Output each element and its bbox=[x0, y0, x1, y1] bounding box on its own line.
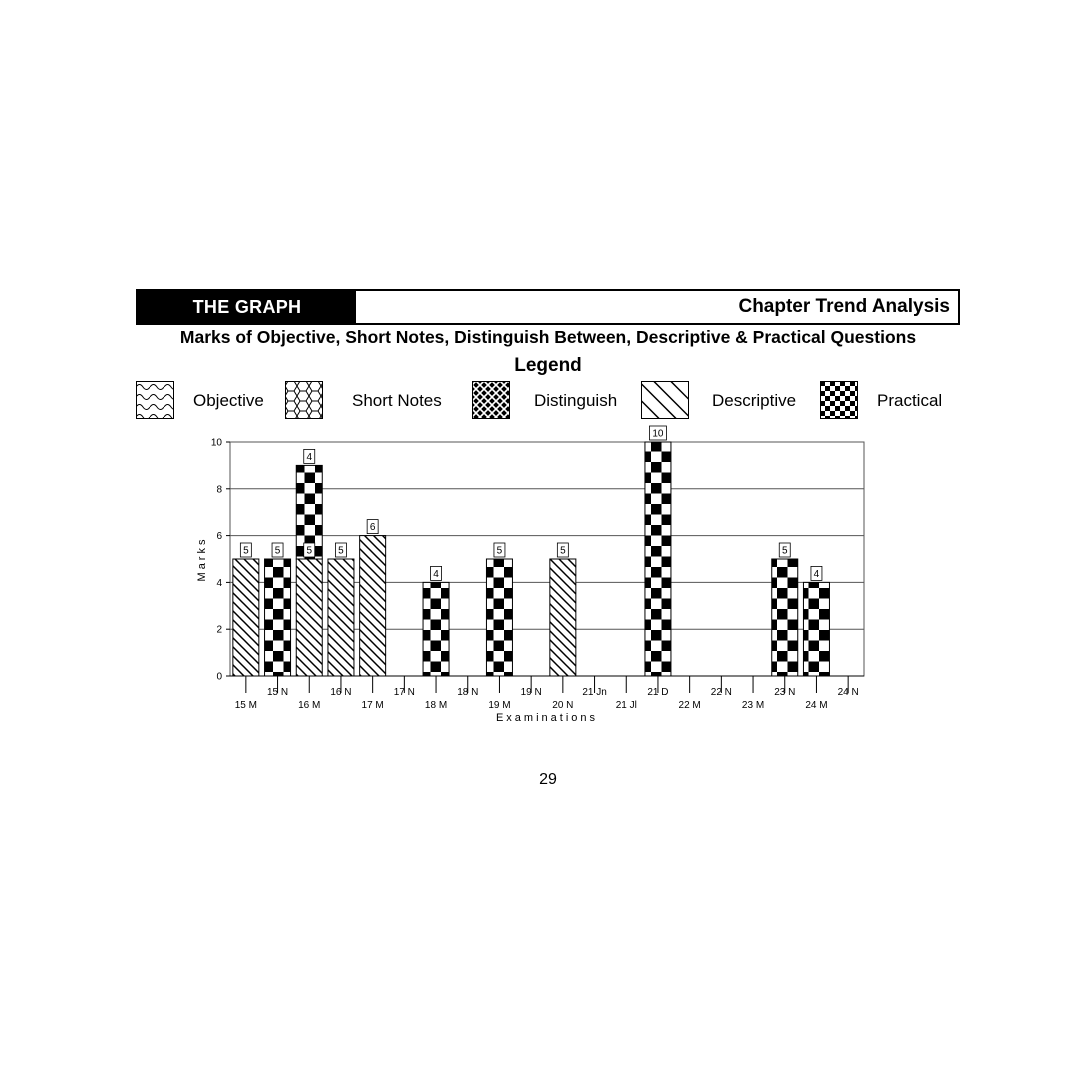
data-label: 5 bbox=[338, 545, 344, 557]
x-axis-label: Examinations bbox=[495, 712, 599, 724]
plot-frame bbox=[230, 442, 864, 676]
bar-descriptive bbox=[233, 559, 259, 676]
x-tick-label: 22 M bbox=[678, 700, 701, 711]
bar-practical bbox=[265, 559, 291, 676]
legend-label-objective: Objective bbox=[193, 391, 264, 410]
legend-label-distinguish: Distinguish bbox=[534, 391, 618, 410]
x-tick-label: 19 N bbox=[520, 687, 542, 698]
x-tick-label: 15 N bbox=[266, 687, 289, 698]
x-tick-label: 21 Jl bbox=[615, 700, 637, 711]
chart-subtitle: Marks of Objective, Short Notes, Distinguish Between, Descriptive & Practical Questions bbox=[179, 327, 917, 347]
data-label: 5 bbox=[306, 545, 313, 557]
bar-descriptive bbox=[296, 559, 322, 676]
chart-data-labels bbox=[240, 426, 822, 580]
x-tick-label: 24 M bbox=[805, 700, 828, 711]
x-tick-label: 15 M bbox=[234, 700, 257, 711]
data-label: 5 bbox=[243, 545, 249, 557]
bar-descriptive bbox=[328, 559, 354, 676]
bar-practical bbox=[803, 582, 829, 676]
chart-gridlines bbox=[230, 442, 864, 676]
section-label: THE GRAPH bbox=[138, 291, 356, 323]
y-axis-label: Marks bbox=[196, 536, 208, 582]
y-tick-label: 6 bbox=[216, 531, 222, 543]
data-label: 5 bbox=[781, 545, 788, 557]
x-tick-label: 18 N bbox=[457, 687, 479, 698]
data-label: 5 bbox=[274, 545, 281, 557]
bar-practical bbox=[645, 442, 671, 676]
page-title: Chapter Trend Analysis bbox=[738, 296, 950, 317]
legend-label-descriptive: Descriptive bbox=[712, 391, 797, 410]
page-number: 29 bbox=[539, 771, 557, 788]
bar-practical bbox=[486, 559, 512, 676]
bar-practical bbox=[423, 582, 449, 676]
y-tick-label: 4 bbox=[216, 577, 222, 589]
x-tick-label: 23 M bbox=[741, 700, 765, 711]
x-tick-label: 17 N bbox=[393, 687, 415, 698]
bar-descriptive bbox=[360, 536, 386, 676]
y-tick-label: 10 bbox=[210, 437, 222, 449]
x-tick-label: 24 N bbox=[837, 687, 859, 698]
x-tick-label: 23 N bbox=[774, 687, 796, 698]
legend-title: Legend bbox=[514, 355, 582, 376]
y-tick-label: 2 bbox=[216, 624, 222, 636]
x-tick-label: 20 N bbox=[552, 700, 574, 711]
legend-label-short-notes: Short Notes bbox=[352, 391, 442, 410]
x-tick-label: 17 M bbox=[361, 700, 384, 711]
data-label: 5 bbox=[496, 545, 503, 557]
data-label: 4 bbox=[813, 568, 820, 580]
data-label: 4 bbox=[306, 451, 313, 463]
x-tick-label: 21 Jn bbox=[582, 687, 607, 698]
y-tick-label: 8 bbox=[216, 484, 222, 496]
data-label: 10 bbox=[652, 428, 664, 440]
chart-bars bbox=[233, 442, 830, 676]
data-label: 4 bbox=[433, 568, 439, 580]
bar-descriptive bbox=[550, 559, 576, 676]
x-tick-label: 16 N bbox=[330, 687, 352, 698]
data-label: 5 bbox=[560, 545, 566, 557]
bar-practical bbox=[772, 559, 798, 676]
x-tick-label: 19 M bbox=[488, 700, 511, 711]
y-tick-label: 0 bbox=[216, 671, 222, 683]
x-tick-label: 22 N bbox=[710, 687, 732, 698]
data-label: 6 bbox=[369, 522, 376, 534]
x-tick-label: 21 D bbox=[647, 687, 669, 698]
x-tick-label: 18 M bbox=[424, 700, 448, 711]
x-tick-label: 16 M bbox=[298, 700, 321, 711]
legend-label-practical: Practical bbox=[877, 391, 943, 410]
